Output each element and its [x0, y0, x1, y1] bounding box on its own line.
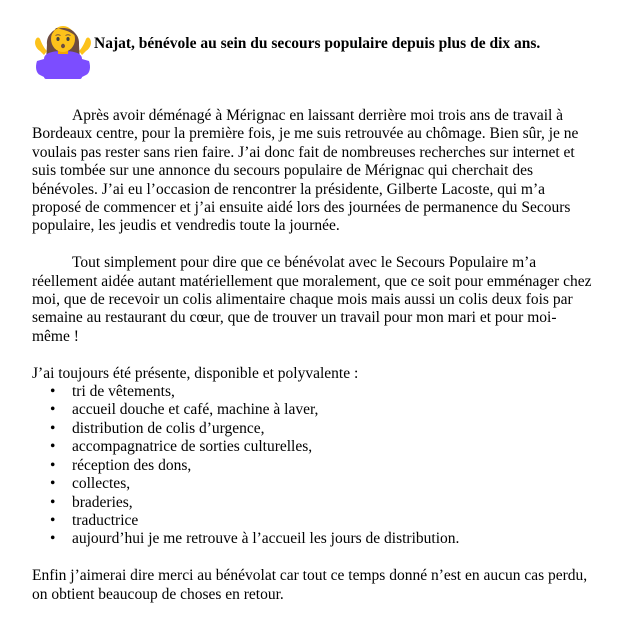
list-item [32, 512, 592, 530]
bullet-icon: • [50, 475, 56, 493]
list-item [32, 457, 592, 475]
list-item-text: accompagnatrice de sorties culturelles, [72, 438, 313, 456]
list-item [32, 383, 592, 401]
paragraph-spacer [32, 346, 592, 364]
list-item-text: braderies, [72, 493, 133, 511]
task-list [32, 383, 592, 549]
list-item [32, 438, 592, 456]
list-item [32, 530, 592, 548]
bullet-icon: • [50, 530, 56, 548]
list-item [32, 475, 592, 493]
bullet-icon: • [50, 493, 56, 511]
person-shrugging-icon [32, 15, 94, 79]
list-item-text: traductrice [72, 511, 139, 529]
paragraph-spacer [32, 549, 592, 567]
document-body [32, 107, 592, 604]
list-item-text: collectes, [72, 475, 131, 493]
paragraph-impact: Tout simplement pour dire que ce bénévolat avec le Secours Populaire m’a réellement aidée autant matériellement que moralement, que ce soit pour emménager chez moi, que de recevoir un colis alimentaire chaque mois mais aussi un colis deux fois par semaine au restaurant du cœur, que de trouver un travail pour mon mari et pour moi-même ! [32, 254, 592, 345]
list-item [32, 420, 592, 438]
bullet-icon: • [50, 401, 56, 419]
list-item-text: tri de vêtements, [72, 383, 175, 401]
list-intro: J’ai toujours été présente, disponible et polyvalente : [32, 364, 359, 382]
bullet-icon: • [50, 438, 56, 456]
list-item-text: accueil douche et café, machine à laver, [72, 401, 319, 419]
paragraph-spacer [32, 236, 592, 254]
list-item [32, 401, 592, 419]
list-item-text: réception des dons, [72, 456, 192, 474]
bullet-icon: • [50, 511, 56, 529]
list-item-text: aujourd’hui je me retrouve à l’accueil les jours de distribution. [72, 530, 460, 548]
bullet-icon: • [50, 456, 56, 474]
paragraph-intro: Après avoir déménagé à Mérignac en laissant derrière moi trois ans de travail à Bordeaux centre, pour la première fois, je me suis retrouvée au chômage. Bien sûr, je ne voulais pas rester sans rien faire. J’ai donc fait de nombreuses recherches sur internet et suis tombée sur une annonce du secours populaire de Mérignac qui cherchait des bénévoles. J’ai eu l’occasion de rencontrer la présidente, Gilberte Lacoste, qui m’a proposé de commencer et j’ai ensuite aidé lors des journées de permanence du Secours populaire, les jeudis et vendredis toute la journée. [32, 107, 579, 235]
list-item-text: distribution de colis d’urgence, [72, 419, 265, 437]
bullet-icon: • [50, 419, 56, 437]
page-title: Najat, bénévole au sein du secours populaire depuis plus de dix ans. [94, 35, 541, 52]
paragraph-conclusion: Enfin j’aimerai dire merci au bénévolat car tout ce temps donné n’est en aucun cas perdu, on obtient beaucoup de choses en retour. [32, 567, 588, 603]
bullet-icon: • [50, 383, 56, 401]
list-item [32, 494, 592, 512]
